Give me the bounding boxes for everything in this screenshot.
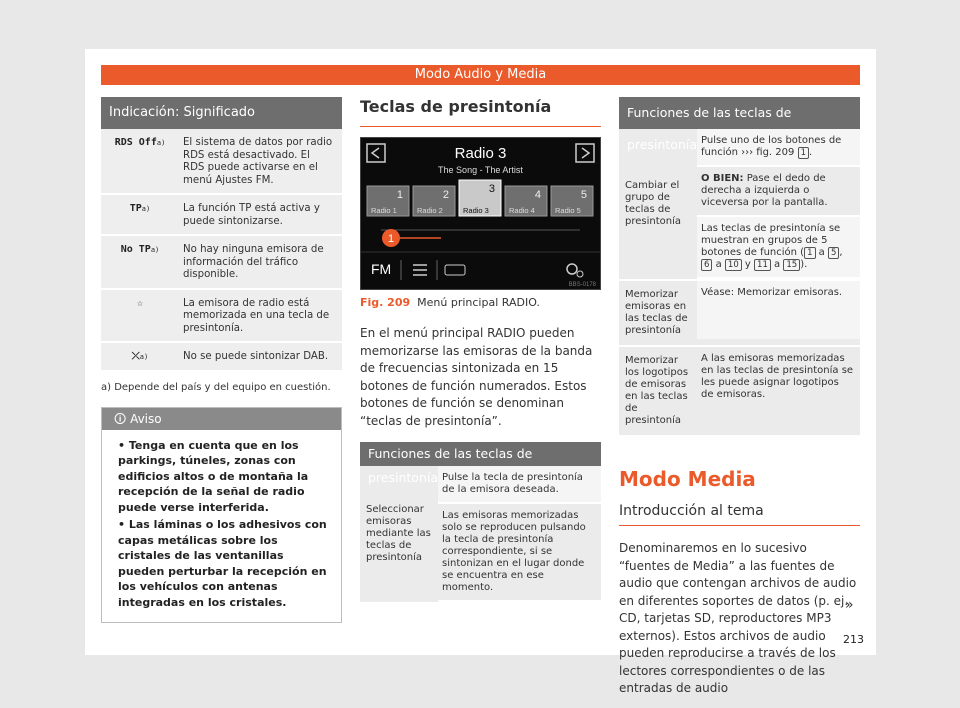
figure-label: Fig. 209 <box>360 296 411 309</box>
table-row <box>101 290 342 344</box>
preset-number: 5 <box>580 189 587 201</box>
table-row <box>101 129 342 195</box>
station-name: Radio 3 <box>454 145 507 162</box>
notice-box <box>101 407 342 624</box>
indication-key <box>101 343 179 370</box>
preset-button-1 <box>367 186 409 216</box>
radio-screen-svg <box>361 138 600 289</box>
figure-code: BBS-0178 <box>568 282 596 288</box>
section-title-media: Modo Media <box>619 467 756 491</box>
row-key: Memorizar emisoras en las teclas de presintonía <box>625 289 688 336</box>
preset-number: 3 <box>488 183 495 195</box>
cell-text: Pulse uno de los botones de función ››› fig. 209 <box>701 135 842 158</box>
footnote-ref: a) <box>139 353 149 361</box>
preset-number: 2 <box>442 189 449 201</box>
band-label: FM <box>371 261 392 277</box>
cell-text: Pase el dedo de derecha a izquierda o viceversa por la pantalla. <box>701 173 828 208</box>
cell-text: Las teclas de presintonía se muestran en grupos de 5 botones de función ( <box>701 223 841 258</box>
page-number: 213 <box>843 633 864 646</box>
callout-badge: 6 <box>701 259 712 271</box>
preset-button-4 <box>505 186 547 216</box>
chapter-header: Modo Audio y Media <box>101 65 860 85</box>
preset-label: Radio 2 <box>417 206 443 215</box>
column-functions <box>619 97 860 698</box>
notice-body <box>102 430 341 623</box>
preset-label: Radio 5 <box>555 206 581 215</box>
preset-number: 4 <box>534 189 541 201</box>
indication-meaning: No hay ninguna emisora de información del tráfico disponible. <box>183 244 324 280</box>
subsection-heading: Introducción al tema <box>619 503 860 526</box>
preset-functions-table <box>360 442 601 602</box>
column-indications <box>101 97 342 623</box>
cell-bold: O BIEN: <box>701 173 744 184</box>
notice-title <box>102 408 341 430</box>
preset-button-5 <box>551 186 593 216</box>
preset-label: Radio 1 <box>371 206 397 215</box>
table-row <box>101 236 342 290</box>
row-cell: Véase: Memorizar emisoras. <box>697 281 860 339</box>
table-row <box>619 129 860 279</box>
indication-key-text: ⤫ <box>131 351 140 362</box>
preset-label: Radio 3 <box>463 206 489 215</box>
indication-meaning: La función TP está activa y puede sintonizarse. <box>183 203 320 227</box>
table-row <box>619 279 860 345</box>
preset-button-3 <box>459 180 501 216</box>
indication-key <box>101 290 179 342</box>
notice-item: • Tenga en cuenta que en los parkings, túneles, zonas con edificios altos o de montaña la recepción de la señal de radio puede verse interferida. <box>118 438 309 514</box>
table-row <box>101 343 342 372</box>
row-cell: Las teclas de presintonía se muestran en grupos de 5 botones de función ( 1 a 5 , 6 a 10 y 11 a 15 ). <box>697 217 860 279</box>
callout-badge: 15 <box>783 259 800 271</box>
footnote-ref: a) <box>150 246 160 254</box>
indication-key <box>101 195 179 234</box>
info-icon: 🛈 <box>114 411 131 426</box>
continue-mark: » <box>845 597 854 613</box>
indication-key-text: TP <box>129 203 142 214</box>
figure-caption <box>360 296 601 309</box>
callout-number: 1 <box>387 233 395 245</box>
row-cell: Pulse uno de los botones de función ››› fig. 209 1 . <box>697 129 860 167</box>
indication-key <box>101 129 179 193</box>
row-cell: Pulse la tecla de presintonía de la emisora deseada. <box>438 466 601 504</box>
indication-meaning: No se puede sintonizar DAB. <box>183 351 329 362</box>
indication-key-text: No TP <box>120 244 151 255</box>
indications-table <box>101 129 342 372</box>
notice-title-text: Aviso <box>130 411 162 426</box>
body-paragraph-media: Denominaremos en lo sucesivo “fuentes de Media” a las fuentes de audio que contengan archivos de audio en diferentes soportes de datos (p. ej. CD, tarjetas SD, reproductores MP3 externos). Estos archivos de audio pueden reproducirse a través de los lectores correspondientes o de las entradas de audio <box>619 541 857 695</box>
table-header-functions-2: Funciones de las teclas de presintonía <box>619 97 860 129</box>
indication-key <box>101 236 179 288</box>
table-row <box>101 195 342 236</box>
song-title: The Song - The Artist <box>438 165 523 175</box>
footnote: a) Depende del país y del equipo en cuestión. <box>101 381 331 393</box>
table-header-indications: Indicación: Significado <box>101 97 342 129</box>
callout-badge: 5 <box>828 247 839 259</box>
footnote-ref: a) <box>141 205 151 213</box>
row-cell: A las emisoras memorizadas en las teclas de presintonía se les puede asignar logotipos de emisoras. <box>701 353 854 400</box>
row-key: Seleccionar emisoras mediante las teclas de presintonía <box>366 504 431 563</box>
row-key: Cambiar el grupo de teclas de presintonía <box>625 180 682 227</box>
footnote-ref: a) <box>156 139 166 147</box>
callout-badge: 11 <box>754 259 771 271</box>
indication-key-text: ☆ <box>136 297 144 309</box>
callout-badge: 1 <box>798 147 809 159</box>
row-cell: Las emisoras memorizadas solo se reproducen pulsando la tecla de presintonía correspondiente, si se sintonizan en el lugar donde se encuentra en ese momento. <box>438 504 601 602</box>
indication-meaning: La emisora de radio está memorizada en una tecla de presintonía. <box>183 297 330 334</box>
body-paragraph: En el menú principal RADIO pueden memorizarse las emisoras de la banda de frecuencias sintonizada en 15 botones de función numerados. Estos botones de función se denominan “teclas de presintonía”. <box>360 326 593 428</box>
table-row <box>619 345 860 435</box>
row-key: Memorizar los logotipos de emisoras en las teclas de presintonía <box>625 355 689 426</box>
preset-number: 1 <box>396 189 403 201</box>
callout-badge: 1 <box>804 247 815 259</box>
table-header-functions: Funciones de las teclas de presintonía <box>360 442 601 466</box>
preset-button-2 <box>413 186 455 216</box>
table-row <box>360 466 601 602</box>
figure-caption-text: Menú principal RADIO. <box>417 296 540 309</box>
preset-functions-table-2 <box>619 97 860 435</box>
section-heading-presets: Teclas de presintonía <box>360 97 601 127</box>
row-cell <box>697 167 860 217</box>
column-presets <box>360 97 601 602</box>
preset-label: Radio 4 <box>509 206 535 215</box>
indication-key-text: RDS Off <box>114 137 157 148</box>
callout-badge: 10 <box>725 259 742 271</box>
notice-item: • Las láminas o los adhesivos con capas metálicas sobre los cristales de las ventanillas pueden perturbar la recepción en los vehículos con antenas integradas en los cristales. <box>118 518 327 609</box>
indication-meaning: El sistema de datos por radio RDS está desactivado. El RDS puede activarse en el menú Ajustes FM. <box>183 137 333 186</box>
radio-screen-figure <box>360 137 601 290</box>
